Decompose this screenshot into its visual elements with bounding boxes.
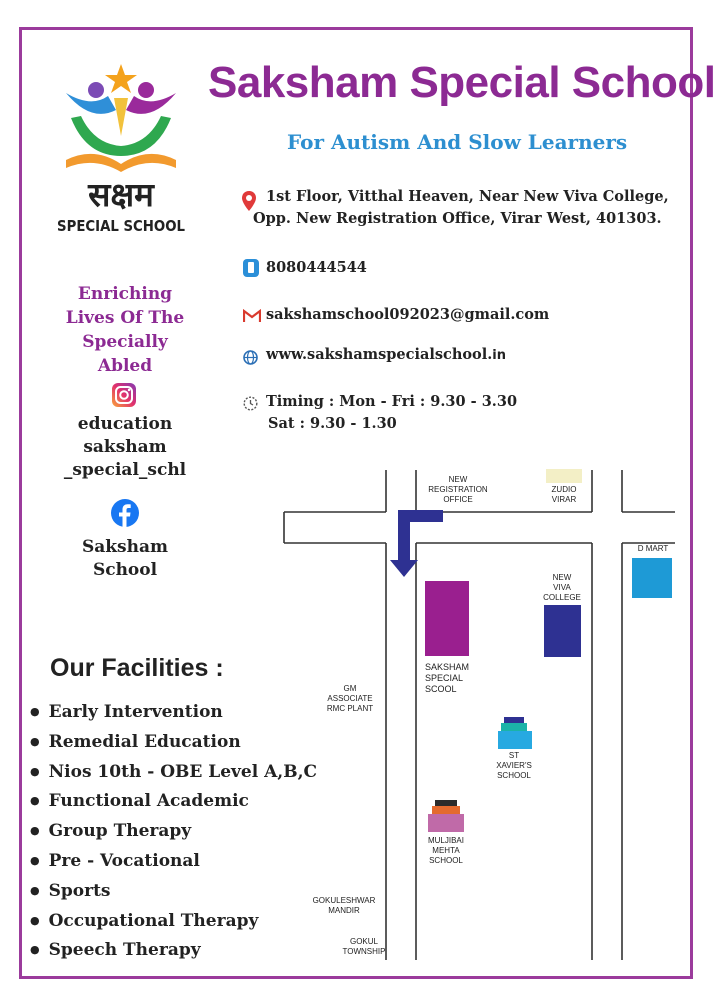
map-label: ZUDIO [551,485,577,494]
map-label: VIRAR [551,495,577,504]
facility-item: ● Pre - Vocational [30,846,317,876]
school-logo [46,48,196,238]
map-label: ASSOCIATE [327,694,373,703]
facebook-line: School [92,560,158,580]
map-label: XAVIER'S [496,761,532,770]
phone-icon [243,259,259,277]
map-label: MANDIR [328,906,360,915]
facility-item: ● Sports [30,876,317,906]
map-label: GM [343,684,357,693]
location-pin-icon [241,190,257,212]
facility-item: ● Remedial Education [30,727,317,757]
instagram-line: education [77,414,173,434]
star-icon [105,64,137,93]
map-label: SCHOOL [429,856,463,865]
map-label: OFFICE [443,495,473,504]
facility-item: ● Early Intervention [30,697,317,727]
map-label: VIVA [553,583,571,592]
zudio-marker [546,469,582,483]
tagline [50,282,200,378]
map-label: D MART [637,544,669,553]
map-roads [284,470,675,960]
map-label: SPECIAL [425,673,464,683]
svg-text:STXAVIER'SSCHOOL [496,751,532,780]
saksham-building [425,581,469,656]
facebook-page[interactable] [50,536,200,582]
map-label: RMC PLANT [326,704,374,713]
svg-text:GMASSOCIATERMC PLANT [327,684,373,713]
svg-text:NEWVIVACOLLEGE [543,573,581,602]
instagram-line: saksham [83,437,167,457]
map-label: GOKULESHWAR [312,896,376,905]
map-label: ST [508,751,520,760]
facilities-title: Our Facilities : [50,654,224,682]
instagram-line: _special_schl [63,460,187,480]
address-line-1: 1st Floor, Vitthal Heaven, Near New Viva College, [266,188,669,205]
map-label: SAKSHAM [425,662,470,672]
map-label: MULJIBAI [427,836,465,845]
facebook-line: Saksham [81,537,168,557]
school-subtitle: For Autism And Slow Learners [287,130,628,154]
map-label: NEW [552,573,572,582]
muljibai-building [428,800,464,832]
map-label: MEHTA [432,846,460,855]
tagline-line: Enriching [77,284,173,304]
address-line-2: Opp. New Registration Office, Virar West, 401303. [253,210,662,227]
facility-item: ● Speech Therapy [30,935,317,965]
website-url[interactable] [266,346,506,363]
location-map [270,465,690,970]
map-label: COLLEGE [543,593,581,602]
map-label: SCHOOL [497,771,531,780]
school-title: Saksham Special School [208,58,716,107]
svg-text:ZUDIOVIRAR [552,485,577,504]
email-icon [243,309,261,323]
phone-number[interactable]: 8080444544 [266,259,367,276]
tagline-line: Specially [82,332,168,352]
svg-text:SAKSHAMSPECIALSCOOL [425,662,469,694]
svg-text:GOKULESHWARMANDIR [313,896,376,915]
email-address[interactable]: sakshamschool092023@gmail.com [266,306,550,323]
map-label: TOWNSHIP [342,947,386,956]
logo-english-text: SPECIAL SCHOOL [57,217,186,235]
instagram-handle[interactable] [50,413,200,482]
svg-text:NEWREGISTRATIONOFFICE [428,475,488,504]
dmart-building [632,558,672,598]
svg-text:MULJIBAIMEHTASCHOOL [428,836,464,865]
website-main: www.sakshamspecialschool. [266,346,493,363]
map-label: NEW [448,475,468,484]
website-tld: in [492,348,507,363]
facility-item: ● Occupational Therapy [30,906,317,936]
st-xaviers-building [498,717,532,749]
map-label: REGISTRATION [428,485,488,494]
clock-icon [243,396,258,411]
map-label: GOKUL [349,937,379,946]
tagline-line: Lives Of The [65,308,185,328]
svg-text:GOKULTOWNSHIP [343,937,386,956]
instagram-icon[interactable] [112,383,136,407]
map-label: SCOOL [425,684,457,694]
tagline-line: Abled [97,356,153,376]
logo-hindi-text: सक्षम [88,175,154,214]
timing-saturday: Sat : 9.30 - 1.30 [268,415,397,432]
globe-icon [243,350,258,365]
timing-weekdays: Timing : Mon - Fri : 9.30 - 3.30 [266,393,518,410]
viva-building [544,605,581,657]
facility-item: ● Functional Academic [30,786,317,816]
facility-item: ● Nios 10th - OBE Level A,B,C [30,757,317,787]
facility-item: ● Group Therapy [30,816,317,846]
facebook-icon[interactable] [111,499,139,527]
